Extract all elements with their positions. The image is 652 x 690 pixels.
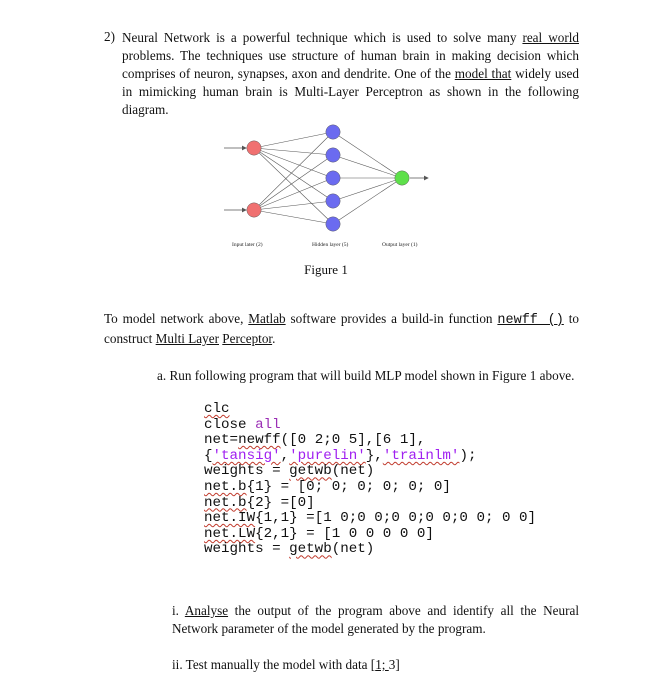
mlp-diagram-svg: [222, 118, 434, 254]
underlined-model-that: model that: [454, 66, 512, 81]
code-line-10: weights = getwb(net): [204, 541, 375, 558]
hidden-node-1: [326, 125, 340, 139]
hidden-node-3: [326, 171, 340, 185]
underlined-perceptor: Perceptor: [222, 331, 273, 346]
connection-in1-h1: [254, 132, 333, 148]
code-line-1: clc: [204, 401, 230, 417]
underlined-matlab: Matlab: [248, 311, 286, 326]
code-line-7: net.b{2} =[0]: [204, 494, 315, 511]
connection-h2-out: [333, 155, 402, 178]
figure-caption: Figure 1: [304, 262, 348, 277]
question-paragraph: [122, 29, 579, 119]
item-a: a. Run following program that will build MLP model shown in Figure 1 above.: [157, 368, 575, 383]
hidden-node-5: [326, 217, 340, 231]
input-node-2: [247, 203, 261, 217]
question-text-start: Neural Network is a powerful technique which is used to solve many: [122, 30, 523, 45]
code-line-2: close all: [204, 416, 281, 433]
input-node-1: [247, 141, 261, 155]
item-i: [172, 602, 579, 638]
underlined-multi-layer: Multi Layer: [155, 331, 219, 346]
p2-end: .: [272, 331, 276, 346]
question-text-end: widely used in mimicking human brain is Multi-Layer Perceptron as shown in the following diagram.: [122, 66, 579, 117]
underlined-real-world: real world: [522, 30, 579, 45]
question-number: 2): [104, 29, 115, 44]
underlined-analyse: Analyse: [184, 603, 229, 618]
code-line-5: weights = getwb(net): [204, 463, 375, 480]
connection-h1-out: [333, 132, 402, 178]
item-ii: [172, 656, 400, 674]
code-line-4: {'tansig','purelin'},'trainlm');: [204, 447, 477, 464]
connection-h4-out: [333, 178, 402, 201]
code-line-9: net.LW{2,1} = [1 0 0 0 0 0]: [204, 525, 434, 542]
label-input-layer: Input later (2): [232, 242, 263, 248]
newff-function: newff (): [497, 313, 564, 328]
code-line-6: net.b{1} = [0; 0; 0; 0; 0; 0]: [204, 478, 451, 495]
connection-h5-out: [333, 178, 402, 224]
item-ii-data: 1;: [375, 657, 389, 672]
output-node-1: [395, 171, 409, 185]
connection-in1-h2: [254, 148, 333, 155]
hidden-node-4: [326, 194, 340, 208]
connection-in2-h1: [254, 132, 333, 210]
item-i-number: i.: [172, 603, 185, 618]
p2-start: To model network above,: [104, 311, 249, 326]
connection-in1-h5: [254, 148, 333, 224]
p2-mid: software provides a build-in function: [285, 311, 498, 326]
code-line-3: net=newff([0 2;0 5],[6 1],: [204, 432, 426, 449]
item-ii-end: 3]: [388, 657, 400, 672]
connection-in1-h4: [254, 148, 333, 201]
mlp-diagram: [222, 118, 434, 254]
matlab-paragraph: [104, 310, 579, 348]
item-i-text: the output of the program above and identify all the Neural Network parameter of the model generated by the program.: [172, 603, 579, 636]
matlab-code-block: [204, 402, 536, 558]
code-line-8: net.IW{1,1} =[1 0;0 0;0 0;0 0;0 0; 0 0]: [204, 510, 537, 527]
question-text-mid: problems. The techniques use structure of human brain in making decision which comprises of neuron, synapses, axon and dendrite. One of the: [122, 48, 579, 81]
connection-in2-h5: [254, 210, 333, 224]
label-hidden-layer: Hidden layer (5): [312, 242, 349, 248]
item-ii-text: ii. Test manually the model with data [: [172, 657, 376, 672]
label-output-layer: Output layer (1): [382, 242, 418, 248]
p2-to: to construct: [104, 311, 579, 346]
connection-in2-h4: [254, 201, 333, 210]
hidden-node-2: [326, 148, 340, 162]
